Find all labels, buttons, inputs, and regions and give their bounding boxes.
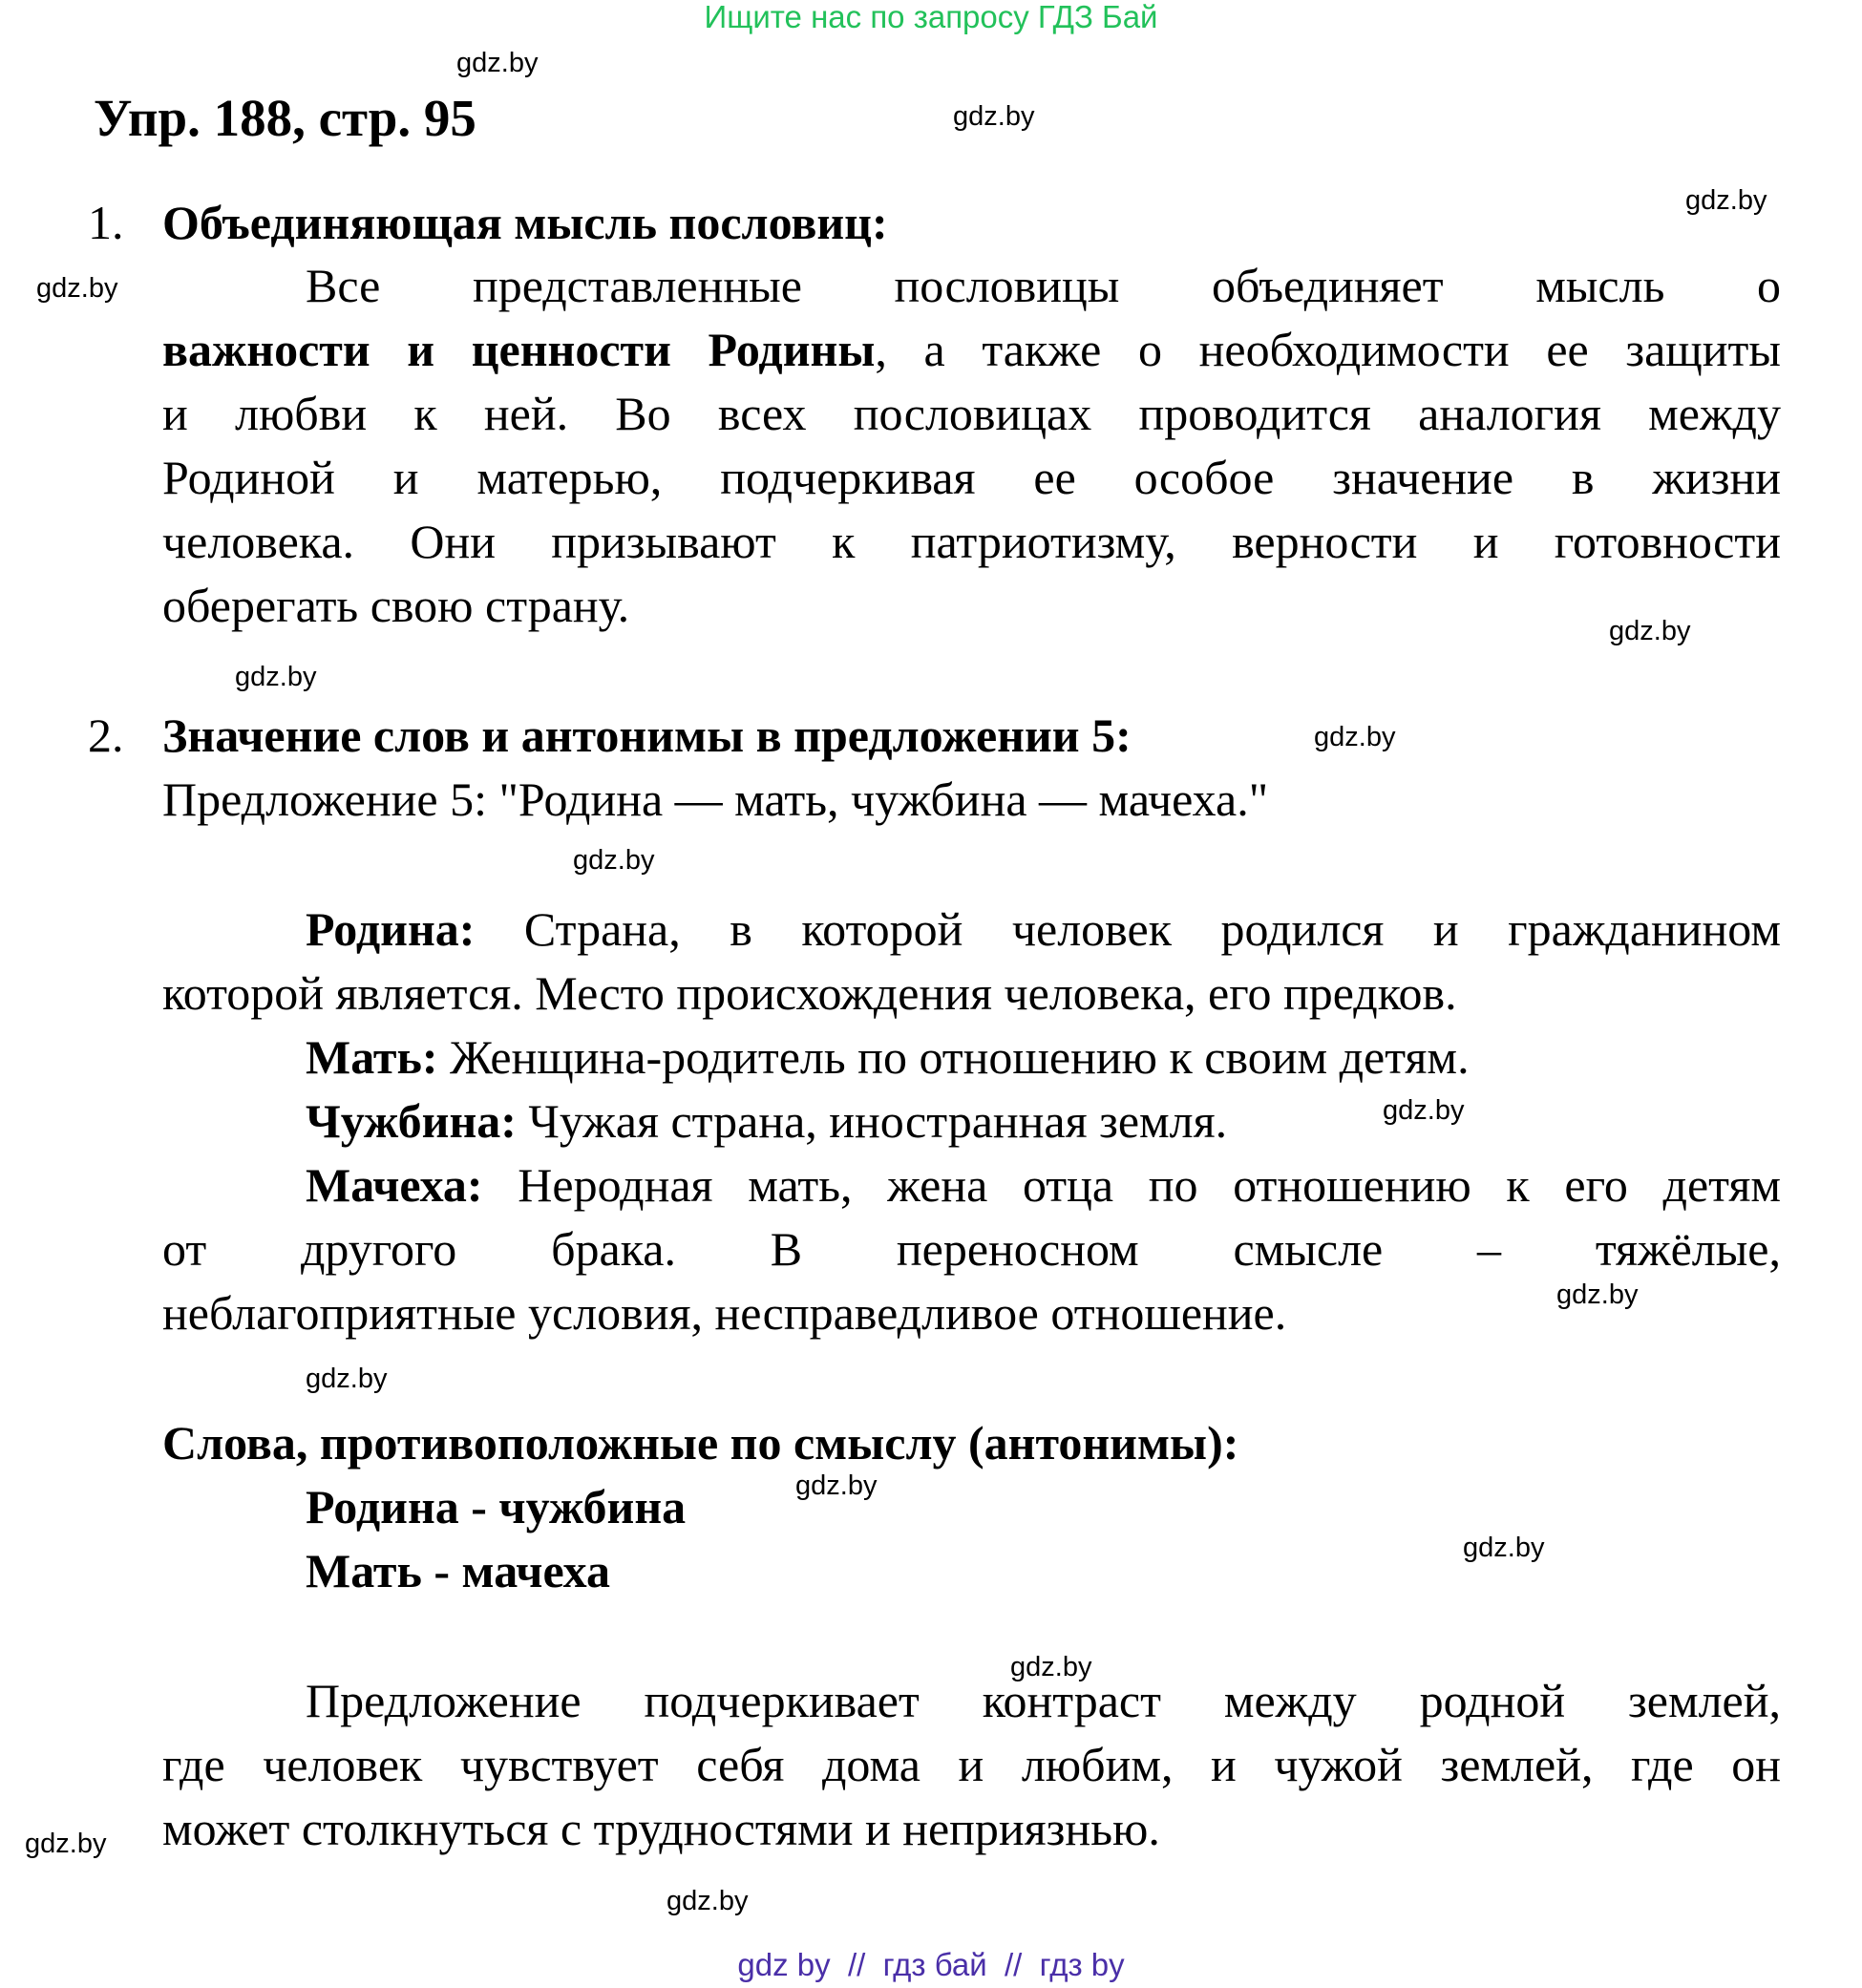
definition-chuzhbina — [306, 1089, 1862, 1153]
conclusion-line-3: может столкнуться с трудностями и неприязнью. — [162, 1802, 1160, 1855]
watermark: gdz.by — [25, 1829, 107, 1859]
section-2-heading-text: Значение слов и антонимы в предложении 5: — [162, 708, 1132, 762]
definition-mat — [306, 1026, 1862, 1089]
section-1-heading — [162, 191, 1781, 254]
antonyms-heading-text: Слова, противоположные по смыслу (антонимы): — [162, 1416, 1239, 1470]
section-1-highlight: важности и ценности Родины — [162, 323, 876, 376]
definition-macheha-text: Неродная мать, жена отца по отношению к его детям — [482, 1158, 1781, 1212]
antonyms-heading — [162, 1411, 1781, 1474]
definition-rodina — [306, 898, 1781, 961]
footer-links: gdz by // гдз бай // гдз by — [737, 1947, 1125, 1982]
section-1-line-2-rest: , а также о необходимости ее защиты — [875, 323, 1781, 376]
definition-macheha-cont-2: неблагоприятные условия, несправедливое отношение. — [162, 1286, 1287, 1340]
section-2-heading — [162, 704, 1781, 767]
watermark: gdz.by — [667, 1886, 749, 1916]
search-banner: Ищите нас по запросу ГДЗ Бай — [704, 0, 1158, 34]
page-title: Упр. 188, стр. 95 — [94, 89, 476, 147]
watermark: gdz.by — [456, 48, 539, 78]
watermark: gdz.by — [36, 273, 118, 304]
conclusion-line-2: где человек чувствует себя дома и любим, и чужой землей, где он — [162, 1738, 1781, 1791]
antonym-pair-2-text: Мать - мачеха — [306, 1544, 610, 1597]
sentence-5-quote: Предложение 5: "Родина — мать, чужбина — мачеха." — [162, 772, 1269, 826]
section-1-line-1: Все представленные пословицы объединяет мысль о — [306, 259, 1781, 312]
watermark: gdz.by — [1685, 185, 1767, 216]
antonym-pair-1-text: Родина - чужбина — [306, 1480, 687, 1533]
definition-rodina-cont: которой является. Место происхождения человека, его предков. — [162, 966, 1457, 1020]
section-1-line-3: и любви к ней. Во всех пословицах проводится аналогия между — [162, 387, 1781, 440]
conclusion-line-1: Предложение подчеркивает контраст между родной землей, — [306, 1674, 1781, 1727]
term-mat: Мать: — [306, 1030, 438, 1084]
watermark: gdz.by — [573, 845, 655, 876]
term-macheha: Мачеха: — [306, 1158, 483, 1212]
watermark: gdz.by — [1556, 1280, 1639, 1310]
definition-rodina-text: Страна, в которой человек родился и гражданином — [475, 902, 1781, 956]
watermark: gdz.by — [1383, 1095, 1465, 1126]
term-chuzhbina: Чужбина: — [306, 1094, 517, 1148]
watermark: gdz.by — [1463, 1533, 1545, 1563]
section-1-line-2 — [162, 318, 1781, 381]
definition-chuzhbina-text: Чужая страна, иностранная земля. — [516, 1094, 1228, 1148]
section-1-heading-text: Объединяющая мысль пословиц: — [162, 196, 888, 249]
definition-mat-text: Женщина-родитель по отношению к своим детям. — [437, 1030, 1470, 1084]
definition-macheha-cont-1: от другого брака. В переносном смысле – тяжёлые, — [162, 1222, 1781, 1276]
watermark: gdz.by — [795, 1470, 878, 1501]
watermark: gdz.by — [1609, 616, 1691, 646]
watermark: gdz.by — [235, 662, 317, 692]
section-1-line-5: человека. Они призывают к патриотизму, верности и готовности — [162, 515, 1781, 568]
section-1-line-6: оберегать свою страну. — [162, 579, 630, 632]
watermark: gdz.by — [1314, 722, 1396, 752]
section-2-number: 2. — [88, 708, 124, 762]
antonym-pair-2 — [306, 1539, 1862, 1602]
antonym-pair-1 — [306, 1475, 1862, 1538]
watermark: gdz.by — [1010, 1652, 1092, 1682]
section-1-line-4: Родиной и матерью, подчеркивая ее особое значение в жизни — [162, 451, 1781, 504]
definition-macheha — [306, 1153, 1781, 1216]
section-1-number: 1. — [88, 196, 124, 249]
watermark: gdz.by — [953, 101, 1035, 132]
term-rodina: Родина: — [306, 902, 476, 956]
watermark: gdz.by — [306, 1364, 388, 1394]
